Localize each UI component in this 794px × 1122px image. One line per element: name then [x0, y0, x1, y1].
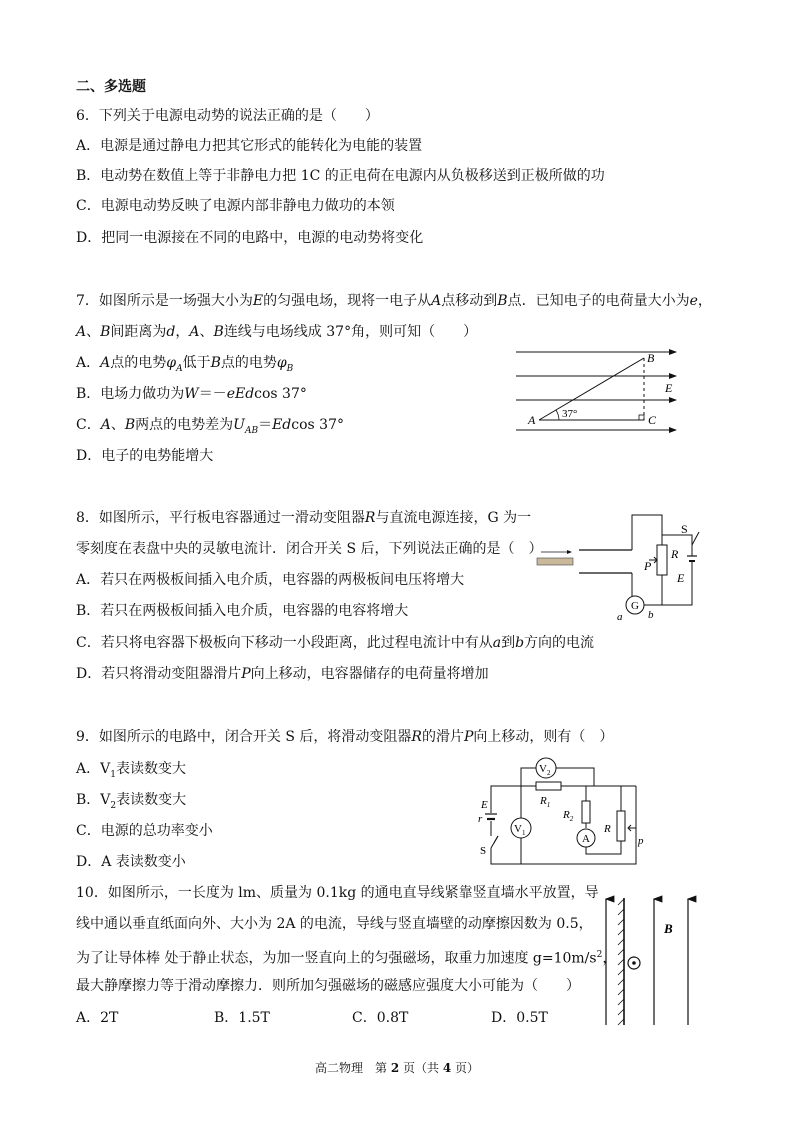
q10-line3: 为了让导体棒 处于静止状态，为加一竖直向上的匀强磁场，取重力加速度 $g=10m/s^2$， — [76, 950, 617, 967]
ab-segment — [539, 358, 644, 420]
q10-line4: 最大静摩擦力等于滑动摩擦力．则所加匀强磁场的磁感应强度大小可能为（ ） — [76, 978, 580, 994]
wall-hatching — [618, 899, 624, 1025]
q6-option-d: D．把同一电源接在不同的电路中，电源的电动势将变化 — [76, 230, 424, 246]
q9-option-c: C．电源的总功率变小 — [76, 823, 213, 839]
q10-line2: 线中通以垂直纸面向外、大小为 2A 的电流，导线与竖直墙壁的动摩擦因数为 0.5， — [76, 916, 593, 932]
label-b: B — [647, 351, 655, 365]
q9-option-b: B．$V_2$表读数变大 — [76, 792, 187, 811]
resistor-r1 — [536, 782, 561, 790]
label-v1: $V_1$ — [514, 823, 526, 837]
q10-option-c: C．0.8T — [352, 1010, 409, 1026]
label-r: R — [604, 823, 611, 835]
q7-option-a: A．A点的电势$\varphi_A$低于B点的电势$\varphi_B$ — [76, 355, 294, 374]
label-v2: $V_2$ — [539, 763, 551, 777]
angle-arc — [556, 410, 559, 420]
label-e: E — [677, 571, 685, 585]
label-r: R — [671, 547, 679, 561]
label-a: a — [617, 611, 623, 623]
label-r1: $R_1$ — [540, 795, 551, 809]
label-p: p — [638, 835, 644, 847]
q10-magnetic-field-figure — [596, 893, 696, 1028]
q9-option-d: D．A 表读数变小 — [76, 854, 186, 870]
q9-stem: 9．如图所示的电路中，闭合开关 S 后，将滑动变阻器R的滑片P向上移动，则有（ ） — [76, 729, 614, 745]
section-title: 二、多选题 — [76, 79, 146, 95]
q6-option-b: B．电动势在数值上等于非静电力把 1C 的正电荷在电源内从负极移送到正极所做的功 — [76, 168, 605, 184]
label-b: B — [664, 921, 673, 936]
q8-stem-line1: 8．如图所示，平行板电容器通过一滑动变阻器R与直流电源连接，G 为一 — [76, 510, 532, 526]
q6-option-a: A．电源是通过静电力把其它形式的能转化为电能的装置 — [76, 138, 423, 154]
q8-option-a: A．若只在两极板间插入电介质，电容器的两极板间电压将增大 — [76, 572, 465, 588]
q7-option-b: B．电场力做功为W＝－eEdcos 37° — [76, 386, 307, 402]
right-angle-mark — [639, 415, 644, 420]
q10-option-b: B．1.5T — [214, 1010, 270, 1026]
label-a: A — [582, 833, 590, 845]
q7-stem-line2: A、B间距离为d，A、B连线与电场线成 37°角，则可知（ ） — [76, 324, 478, 340]
resistor-r2 — [582, 801, 590, 823]
label-s: S — [681, 522, 688, 536]
rheostat-r — [657, 545, 667, 575]
q7-option-c: C．A、B两点的电势差为$U_{AB}=Edcos$ 37° — [76, 417, 344, 436]
dielectric-slab — [537, 558, 573, 565]
q7-electric-field-figure — [514, 340, 684, 440]
q7-option-d: D．电子的电势能增大 — [76, 448, 214, 464]
q6-stem: 6．下列关于电源电动势的说法正确的是（ ） — [76, 108, 379, 124]
switch-s — [692, 532, 699, 545]
label-g: G — [631, 600, 639, 612]
page-footer: 高二物理 第 2 页（共 4 页） — [314, 1061, 479, 1075]
label-e: E — [665, 381, 673, 395]
q7-stem-line1: 7．如图所示是一场强大小为E的匀强电场，现将一电子从A点移动到B点．已知电子的电荷量大小为e， — [76, 293, 712, 309]
q10-line1: 10．如图所示，一长度为 lm、质量为 0.1kg 的通电直导线紧靠竖直墙水平放置，导 — [76, 885, 599, 901]
label-b: b — [648, 609, 654, 621]
q6-option-c: C．电源电动势反映了电源内部非静电力做功的本领 — [76, 198, 395, 214]
q9-circuit-figure — [476, 756, 656, 871]
label-e: E — [481, 799, 488, 811]
label-p: P — [644, 559, 652, 573]
label-angle: 37° — [562, 408, 578, 420]
label-r2: $R_2$ — [563, 809, 574, 823]
q8-option-c: C．若只将电容器下极板向下移动一小段距离，此过程电流计中有从a到b方向的电流 — [76, 635, 595, 651]
label-c: C — [648, 413, 657, 427]
rheostat-r — [617, 811, 625, 841]
q9-option-a: A．$V_1$表读数变大 — [76, 761, 186, 780]
q8-option-b: B．若只在两极板间插入电介质，电容器的电容将增大 — [76, 603, 409, 619]
label-s: S — [480, 845, 487, 857]
q8-capacitor-circuit-figure — [537, 510, 717, 623]
q8-option-d: D．若只将滑动变阻器滑片P向上移动，电容器储存的电荷量将增加 — [76, 666, 489, 682]
q10-option-a: A．2T — [76, 1010, 119, 1026]
slider-p — [628, 825, 636, 831]
q10-option-d: D．0.5T — [491, 1010, 548, 1026]
label-r-internal: r — [478, 813, 483, 825]
label-a: A — [528, 413, 536, 427]
q8-stem-line2: 零刻度在表盘中央的灵敏电流计．闭合开关 S 后，下列说法正确的是（ ） — [76, 541, 543, 557]
